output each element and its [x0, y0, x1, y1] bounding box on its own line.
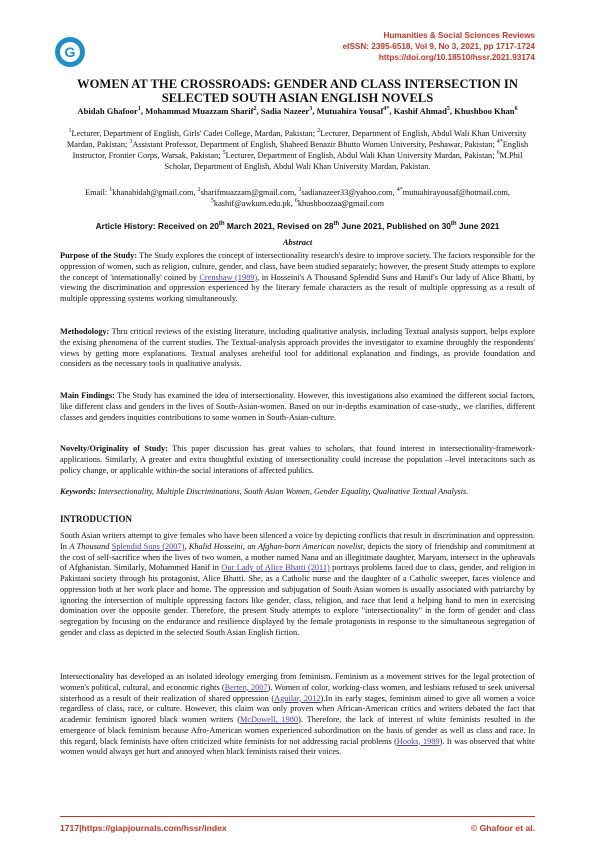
intro-paragraph-2: Intersectionality has developed as an isolated ideology emerging from feminism. Feminism as a movement strives for the legal protection of women's political, cultural, and economic rights (Berten, 2007). Women of color, working-class women, and lesbians refused to seek universal sisterhood as a result of their realization of shared oppression (Aguilar, 2012).In its early stages, feminism aimed to give all women a voice regardless of class, race, or culture. However, this claim was only proven when African-American critics and writers debated the fact that academic feminism ignored black women writers (McDowell, 1980). Therefore, the lack of interest of white feminists resulted in the emergence of black feminism because Afro-American women experienced subordination on the basis of gender as well as class and race. In this regard, black feminists have often criticized white feminists for not addressing racial problems (Hooks, 1989). It was observed that white women would always get hurt and annoyed when black feminists raised their voices. — [60, 672, 535, 757]
eissn-line: eISSN: 2395-6518, Vol 9, No 3, 2021, pp 1717-1724 — [342, 42, 535, 51]
abstract-methodology: Methodology: Thru critical reviews of the existing literature, including qualitative analysis, including Textual analysis support, helps explore the exising phenomena of the current studies. The Textual-analysis approach provides the investigator to examine throughly the respondents' views by getting more explanations. Textual analyses areheiful tool for additional explanation and findings, as provide foundation and considers as the necessary tools in qualitative analysis. — [60, 327, 535, 369]
author-name: Khushboo Khan — [454, 106, 515, 116]
email-link[interactable]: sharifmuazzam@gmail.com, — [200, 188, 297, 197]
footer-divider — [60, 816, 535, 817]
email-link[interactable]: khushboozaa@gmail.com — [297, 199, 385, 208]
journal-logo — [54, 36, 86, 68]
doi-link[interactable]: https://doi.org/10.18510/hssr.2021.93174 — [378, 53, 535, 62]
abstract-purpose: Purpose of the Study: The Study explores the concept of intersectionality research's desire to improve society. The factors responsible for the oppression of women, such as religion, culture, gender, and class, have been studied separately; however, the present Study attempts to explore the concept of 'internationally' coined by Crenshaw (1989), in Hosseini's A Thousand Splendid Suns and Hanif's Our lady of Alice Bhatti, by viewing the discrimination and oppression experienced by the literary female characters as the result of multiple oppressing as a result of multiple oppressing systems working simultaneously. — [60, 251, 536, 303]
journal-header — [343, 30, 535, 63]
citation-link[interactable]: Our Lady of Alice Bhatti (2011) — [221, 563, 330, 573]
author-name: Sadia Nazeer — [260, 106, 310, 116]
abstract-heading: Abstract — [282, 237, 313, 247]
author-name: Abidah Ghafoor — [77, 106, 138, 116]
citation-link[interactable]: Hooks, 1989 — [396, 736, 440, 746]
citation-link[interactable]: Aguilar, 2012 — [274, 693, 321, 703]
abstract-novelty: Novelty/Originality of Study: This paper discussion has great values to scholars, that found interest in intersectionality-framework-applications. Similarly, A greater and extra thoughtful existing of intersectionality could increase the population –level interacitons such as policy change, or applicable within-the social interations of affected publics. — [60, 444, 536, 475]
email-link[interactable]: mutuahirayousaf@hotmail.com, — [402, 188, 510, 197]
citation-link[interactable]: McDowell, 1980 — [239, 715, 299, 724]
affiliations: $^1$Lecturer, Department of English, Girls' Cadet College, Mardan, Pakistan; $^2$Lecturer, Department of English, Abdul Wali Khan University Mardan, Pakistan; $^3$Assistant Professor, Department of English, Shaheed Benazir Bhutto Women University, Peshawar, Pakistan; $^{4*}$English Instructor, Frontier Corps, Warsak, Pakistan; $^5$Lecturer, Department of English, Abdul Wali Khan University Mardan, Pakistan; $^6$M.Phil Scholar, Department of English, Abdul Wali Khan University Mardan, Pakistan. — [66, 128, 529, 171]
footer-page-url[interactable]: 1717|https://giapjournals.com/hssr/index — [60, 823, 227, 833]
citation-link[interactable]: Crenshaw (1989) — [199, 272, 258, 282]
author-name: Kashif Ahmad — [393, 106, 447, 116]
email-link[interactable]: kashif@awkum.edu.pk, — [213, 199, 293, 208]
author-list: Abidah Ghafoor$^1$, Mohammad Muazzam Sharif$^2$, Sadia Nazeer$^3$, Mutuahira Yousaf$^{4*}$, Kashif Ahmad$^5$, Khushboo Khan$^6$ — [77, 106, 518, 116]
paper-title: WOMEN AT THE CROSSROADS: GENDER AND CLASS INTERSECTION IN SELECTED SOUTH ASIAN ENGLISH NOVELS — [77, 77, 518, 105]
email-link[interactable]: sadianazeer33@yahoo.com, — [301, 188, 395, 197]
email-link[interactable]: khanabidah@gmail.com, — [112, 188, 196, 197]
journal-name: Humanities & Social Sciences Reviews — [383, 31, 535, 40]
keywords: Keywords: Intersectionality, Multiple Discriminations, South Asian Women, Gender Equality, Qualitative Textual Analysis. — [60, 487, 469, 496]
section-heading-introduction: INTRODUCTION — [60, 514, 133, 524]
logo-letter: G — [64, 44, 76, 60]
citation-link[interactable]: Berten, 2007 — [224, 682, 268, 692]
author-emails: Email: $^1$khanabidah@gmail.com, $^2$sharifmuazzam@gmail.com, $^3$sadianazeer33@yahoo.com, $^{4*}$mutuahirayousaf@hotmail.com, $^5$kashif@awkum.edu.pk, $^6$khushboozaa@gmail.com — [85, 187, 510, 208]
intro-paragraph-1: South Asian writers attempt to give females who have been silenced a voice by depicting conflicts that result in discrimination and oppression. In A Thousand Splendid Suns (2007), Khalid Hosseini, an Afghan-born American novelist, depicts the story of friendship and commitment at the cost of self-sacrifice when the lives of two women, a mother named Nana and an illegitimate daughter, Maryam, intersect in the upheavals of Afghanistan. Similarly, Mohammed Hanif in Our Lady of Alice Bhatti (2011) portrays problems faced due to class, gender, and religion in Pakistani society through his protagonist, Alice Bhatti. She, as a Catholic nurse and the daughter of a Catholic sweeper, faces violence and oppression both at her work place and home. The oppression and subjugation of South Asian women is usually associated with patriarchy by ignoring the intersection of multiple oppressing factors like gender, class, religion, and race that lend a helping hand to men in exercising domination over the opposite gender. Therefore, the present Study attempts to explore "intersectionality" in the form of gender and class segregation by focusing on the endurance and resilience displayed by the female protagonists in response to the simultaneous segregation of gender and class as depicted in the selected South Asian English fiction. — [60, 531, 535, 637]
article-history: Article History: Received on 20th March 2021, Revised on 28th June 2021, Published on 30th June 2021 — [95, 221, 500, 231]
author-name: Mohammad Muazzam Sharif — [145, 106, 254, 116]
citation-link[interactable]: Splendid Suns (2007) — [111, 541, 185, 551]
footer-copyright: © Ghafoor et al. — [470, 823, 535, 833]
abstract-findings: Main Findings: The Study has examined the idea of intersectionality. However, this investigations also examined the different social factors, like different class and genders in the lives of South-Asian-women. Based on our in-depths examination of case-study., we clarifies, different classes and genders inquities contributions to some women in South-Asian-culture. — [60, 391, 535, 422]
author-name: Mutuahira Yousaf — [316, 106, 384, 116]
